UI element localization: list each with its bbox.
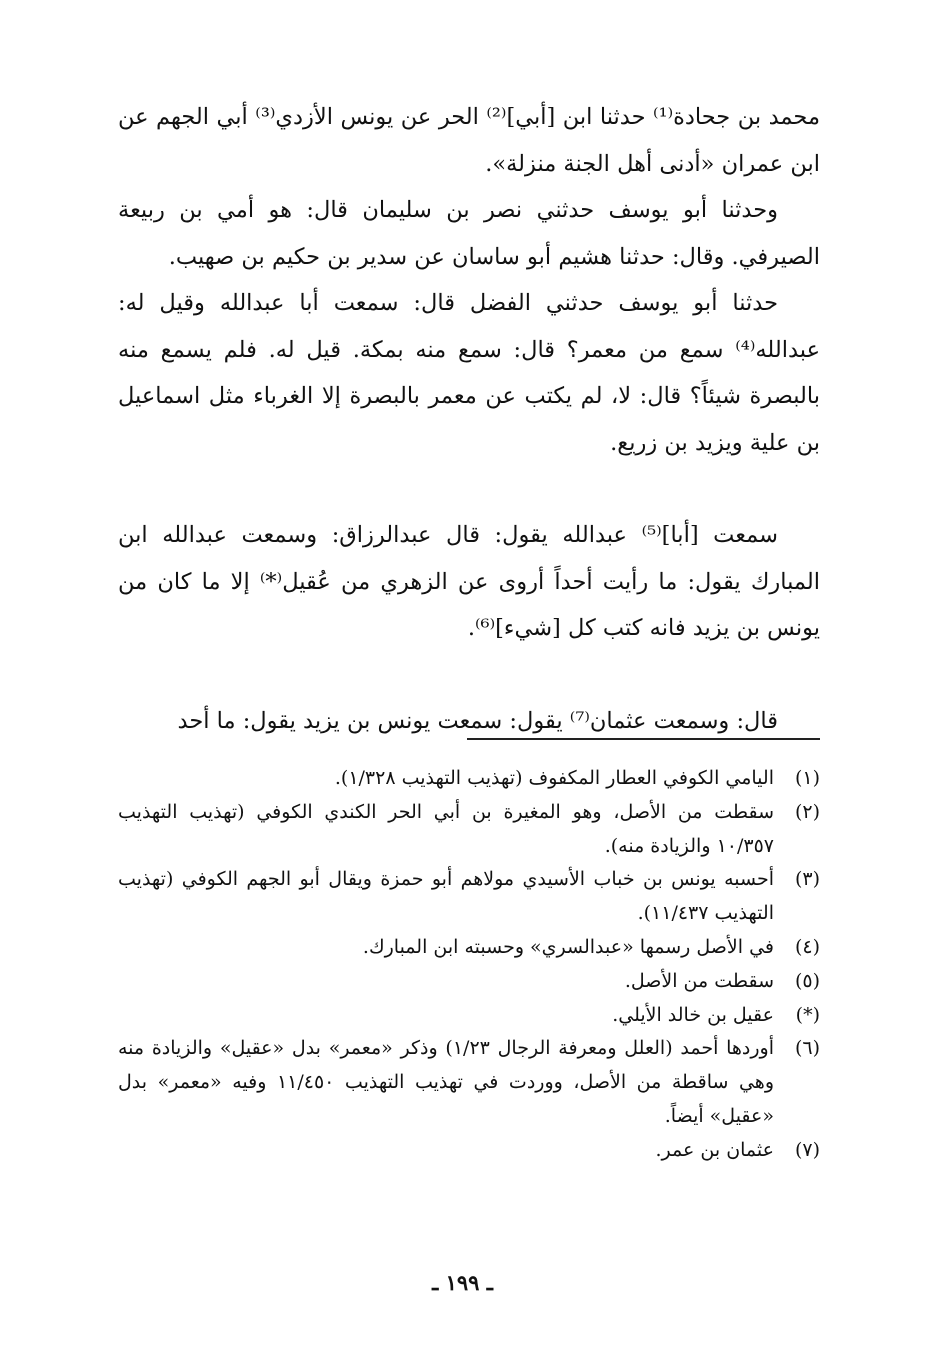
paragraph-4: سمعت [أبا]⁽⁵⁾ عبدالله يقول: قال عبدالرزاق: وسمعت عبدالله ابن المبارك يقول: ما رأيت أحداً أروى عن الزهري من عُقيل⁽*⁾ إلا ما كان من يونس بن يزيد فانه كتب كل [شيء]⁽⁶⁾. [118, 522, 820, 641]
footnote-number: (١) [794, 767, 820, 789]
paragraph-3: حدثنا أبو يوسف حدثني الفضل قال: سمعت أبا عبدالله وقيل له: عبدالله⁽⁴⁾ سمع من معمر؟ قال: سمع منه بمكة. قيل له. فلم يسمع منه بالبصرة شيئاً؟ قال: لا، لم يكتب عن معمر بالبصرة إلا الغرباء مثل اسماعيل بن علية ويزيد بن زريع. [118, 290, 820, 456]
footnote-text: أوردها أحمد (العلل ومعرفة الرجال ١/٢٣) وذكر «معمر» بدل «عقيل» والزيادة منه وهي ساقطة من الأصل، ووردت في تهذيب التهذيب ١١/٤٥٠ وفيه «معمر» بدل «عقيل» أيضاً. [118, 1037, 774, 1127]
page-number: ـ ١٩٩ ـ [432, 1270, 493, 1295]
footnote-item [118, 1032, 820, 1133]
footnote-text: سقطت من الأصل، وهو المغيرة بن أبي الحر الكندي الكوفي (تهذيب التهذيب ١٠/٣٥٧ والزيادة منه). [118, 800, 774, 857]
footnotes [118, 762, 820, 1168]
footnote-item [118, 931, 820, 965]
footnote-number: (٦) [794, 1037, 820, 1060]
paragraph-2: وحدثنا أبو يوسف حدثني نصر بن سليمان قال: هو أمي بن ربيعة الصيرفي. وقال: حدثنا هشيم أبو ساسان عن سدير بن حكيم بن صهيب. [118, 197, 820, 270]
footnote-text: عقيل بن خالد الأيلي. [612, 1003, 774, 1026]
paragraph-5: قال: وسمعت عثمان⁽⁷⁾ يقول: سمعت يونس بن يزيد يقول: ما أحد [177, 707, 778, 734]
footnote-divider [467, 738, 820, 740]
footnote-item [118, 965, 820, 999]
footnote-text: في الأصل رسمها «عبدالسري» وحسبته ابن المبارك. [362, 935, 774, 958]
footnote-number: (٤) [794, 935, 820, 958]
footnote-text: اليامي الكوفي العطار المكفوف (تهذيب التهذيب ١/٣٢٨). [334, 767, 774, 789]
footnote-number: (٣) [794, 868, 820, 891]
paragraph-gap [118, 466, 820, 512]
footnote-text: سقطت من الأصل. [624, 969, 774, 992]
footnote-text: عثمان بن عمر. [655, 1138, 774, 1161]
footnote-item [118, 1134, 820, 1168]
footnote-number: (*) [795, 1003, 820, 1026]
paragraph-gap [118, 652, 820, 698]
footnote-number: (٧) [794, 1138, 820, 1161]
footnote-item [118, 999, 820, 1033]
paragraph-1: محمد بن جحادة⁽¹⁾ حدثنا ابن [أبي]⁽²⁾ الحر عن يونس الأزدي⁽³⁾ أبي الجهم عن ابن عمران «أدنى أهل الجنة منزلة». [118, 104, 820, 177]
footnote-number: (٢) [794, 800, 820, 823]
footnote-number: (٥) [794, 969, 820, 992]
footnote-item [118, 796, 820, 864]
footnote-item [118, 762, 820, 796]
main-text [118, 94, 820, 744]
footnote-item [118, 863, 820, 931]
footnote-text: أحسبه يونس بن خباب الأسيدي مولاهم أبو حمزة ويقال أبو الجهم الكوفي (تهذيب التهذيب ١١/٤٣٧). [118, 868, 774, 925]
